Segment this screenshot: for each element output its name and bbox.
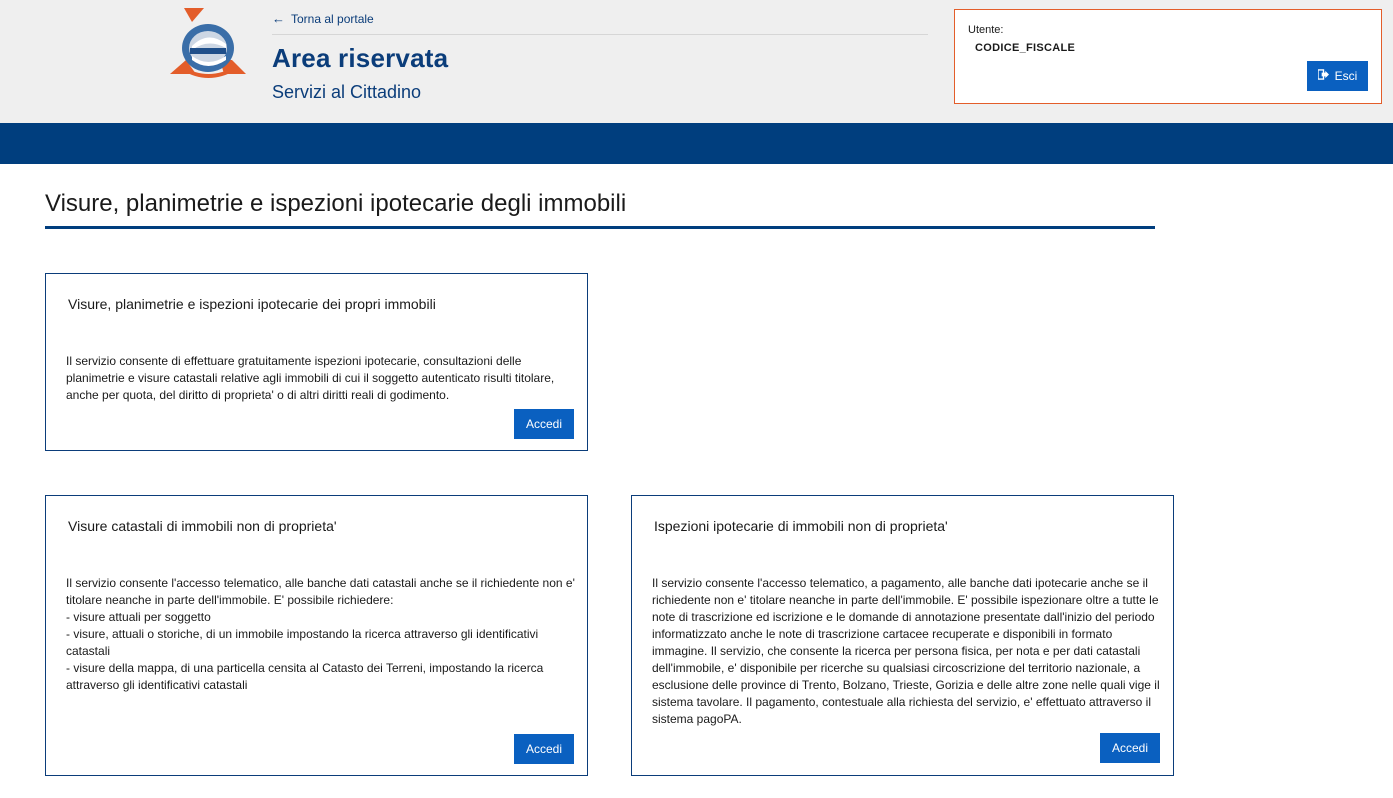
header — [0, 0, 1393, 123]
nav-bar — [0, 123, 1393, 164]
service-card-own-properties — [45, 273, 588, 451]
card-title: Visure, planimetrie e ispezioni ipotecarie dei propri immobili — [68, 296, 436, 312]
card-description: Il servizio consente l'accesso telematico, alle banche dati catastali anche se il richiedente non e' titolare neanche in parte dell'immobile. E' possibile richiedere: - visure attuali per soggetto - visure, attuali o storiche, di un immobile impostando la ricerca attraverso gli identificativi catastali - visure della mappa, di una particella censita al Catasto dei Terreni, impostando la ricerca attraverso gli identificativi catastali — [66, 576, 575, 692]
agenzia-entrate-logo[interactable] — [170, 8, 248, 78]
page-title: Visure, planimetrie e ispezioni ipotecarie degli immobili — [45, 190, 627, 217]
user-fiscal-code: CODICE_FISCALE — [975, 42, 1076, 54]
area-subtitle: Servizi al Cittadino — [272, 82, 422, 102]
back-to-portal-link[interactable] — [272, 11, 374, 26]
user-box — [954, 9, 1382, 104]
area-title: Area riservata — [272, 43, 449, 73]
card-title: Visure catastali di immobili non di proprieta' — [68, 518, 337, 534]
service-card-mortgage-inspections — [631, 495, 1174, 776]
accedi-button[interactable]: Accedi — [514, 409, 574, 439]
back-link-label: Torna al portale — [291, 11, 374, 26]
accedi-button[interactable]: Accedi — [514, 734, 574, 764]
logout-label: Esci — [1334, 69, 1358, 83]
logout-button[interactable] — [1307, 61, 1368, 91]
user-label: Utente: — [968, 24, 1004, 36]
service-card-cadastral-visure — [45, 495, 588, 776]
sign-out-icon — [1318, 69, 1329, 83]
card-description: Il servizio consente l'accesso telematico, a pagamento, alle banche dati ipotecarie anche se il richiedente non e' titolare neanche in parte dell'immobile. E' possibile ispezionare oltre a tutte le note di trascrizione ed iscrizione e le domande di annotazione presentate dall'inizio del periodo informatizzato anche le note di trascrizione cartacee recuperate e disponibili in formato immagine. Il servizio, che consente la ricerca per persona fisica, per nota e per dati catastali dell'immobile, e' disponibile per ricerche su qualsiasi circoscrizione del territorio nazionale, a esclusione delle province di Trento, Bolzano, Trieste, Gorizia e delle altre zone nelle quali vige il sistema tavolare. Il pagamento, contestuale alla richiesta del servizio, e' effettuato attraverso il sistema pagoPA. — [652, 576, 1160, 726]
arrow-left-icon: ← — [272, 11, 285, 26]
card-description: Il servizio consente di effettuare gratuitamente ispezioni ipotecarie, consultazioni delle planimetrie e visure catastali relative agli immobili di cui il soggetto autenticato risulti titolare, anche per quota, del diritto di proprieta' o di altri diritti reali di godimento. — [66, 354, 555, 402]
accedi-button[interactable]: Accedi — [1100, 733, 1160, 763]
page-title-underline — [45, 226, 1155, 229]
header-divider — [272, 34, 928, 35]
card-title: Ispezioni ipotecarie di immobili non di proprieta' — [654, 518, 948, 534]
